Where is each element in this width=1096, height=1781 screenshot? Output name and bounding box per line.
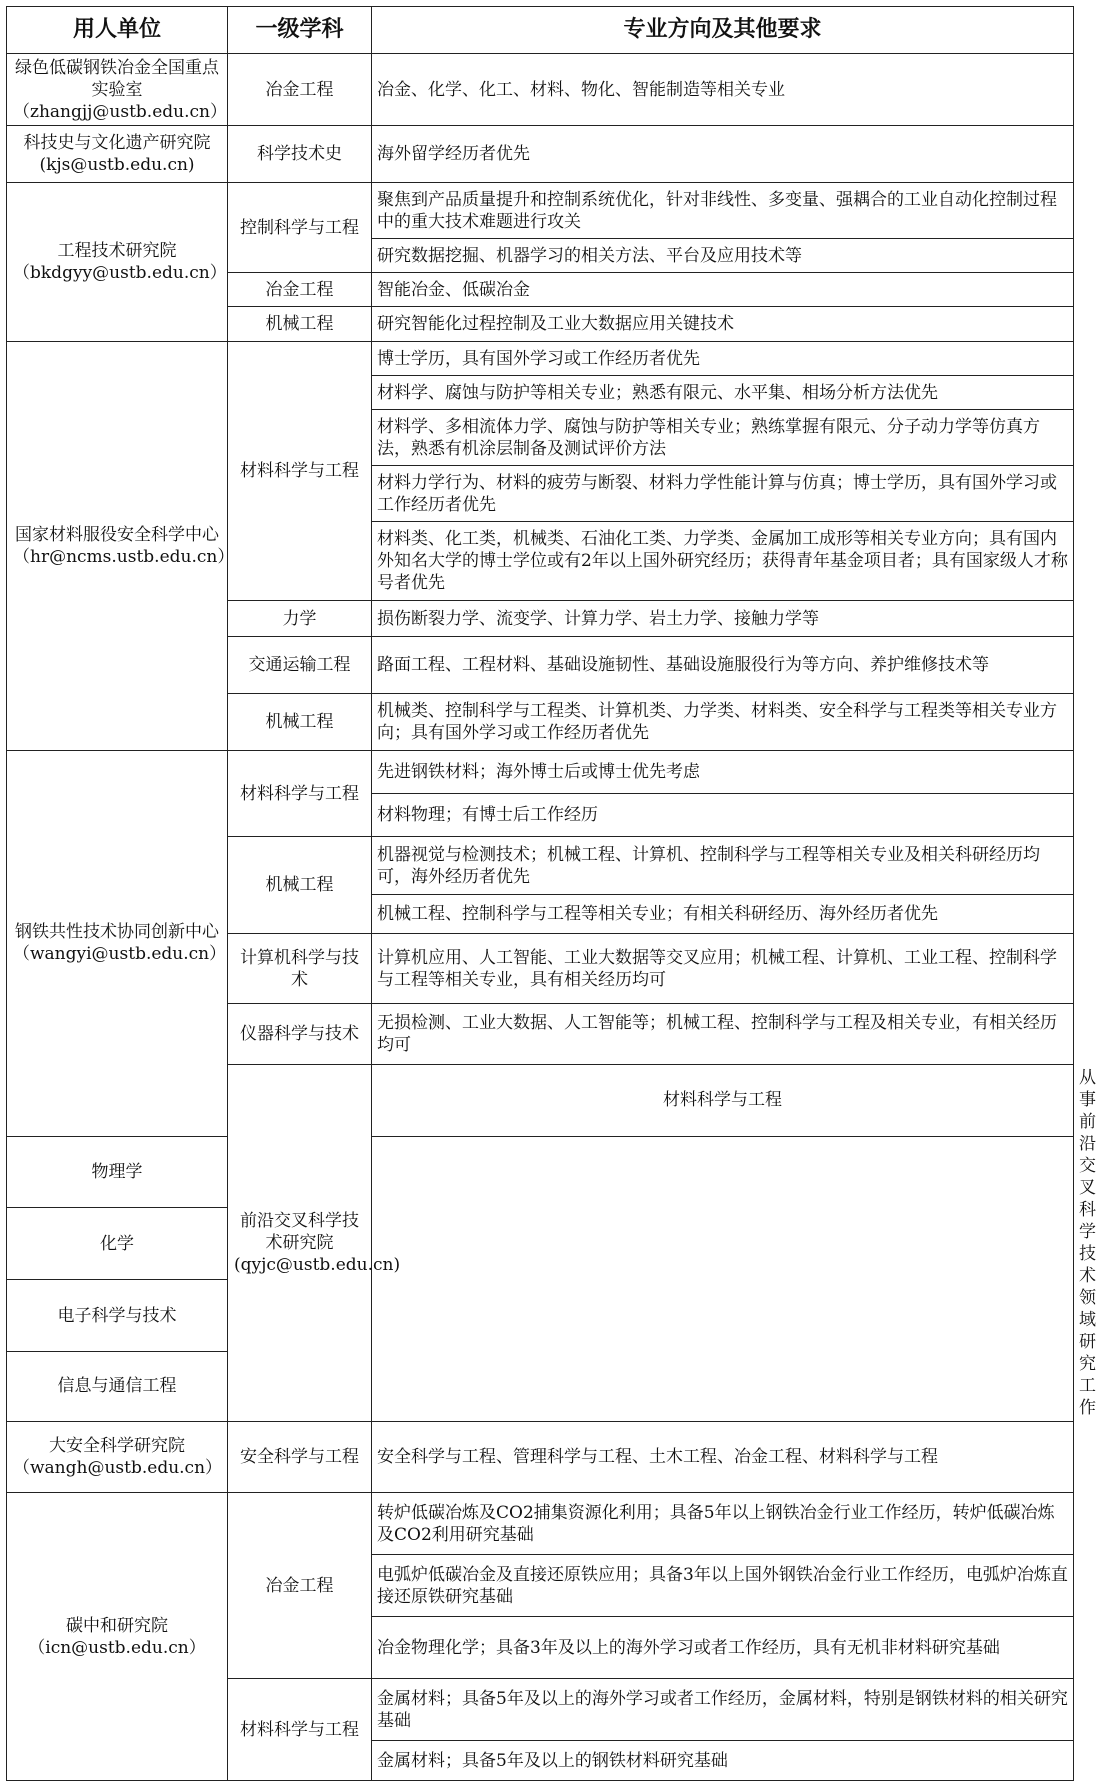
requirement-cell: 研究智能化过程控制及工业大数据应用关键技术 xyxy=(372,307,1074,342)
requirement-cell: 材料学、多相流体力学、腐蚀与防护等相关专业；熟练掌握有限元、分子动力学等仿真方法，熟悉有机涂层制备及测试评价方法 xyxy=(372,410,1074,466)
requirement-cell: 冶金、化学、化工、材料、物化、智能制造等相关专业 xyxy=(372,54,1074,126)
requirement-cell: 机器视觉与检测技术；机械工程、计算机、控制科学与工程等相关专业及相关科研经历均可，海外经历者优先 xyxy=(372,837,1074,895)
unit-email: (qyjc@ustb.edu.cn) xyxy=(234,1255,401,1275)
unit-cell xyxy=(7,54,228,126)
unit-cell xyxy=(7,183,228,342)
requirement-cell: 冶金物理化学；具备3年及以上的海外学习或者工作经历，具有无机非材料研究基础 xyxy=(372,1617,1074,1679)
requirement-cell: 博士学历，具有国外学习或工作经历者优先 xyxy=(372,342,1074,376)
header-unit: 用人单位 xyxy=(7,7,228,54)
discipline-cell: 材料科学与工程 xyxy=(228,342,372,601)
unit-name: 工程技术研究院 xyxy=(57,241,177,261)
discipline-cell: 冶金工程 xyxy=(228,1493,372,1679)
requirement-cell: 材料类、化工类，机械类、石油化工类、力学类、金属加工成形等相关专业方向；具有国内外知名大学的博士学位或有2年以上国外研究经历；获得青年基金项目者；具有国家级人才称号者优先 xyxy=(372,522,1074,601)
discipline-cell: 仪器科学与技术 xyxy=(228,1004,372,1065)
requirement-cell: 机械工程、控制科学与工程等相关专业；有相关科研经历、海外经历者优先 xyxy=(372,895,1074,934)
discipline-cell: 信息与通信工程 xyxy=(7,1351,228,1421)
requirement-cell: 海外留学经历者优先 xyxy=(372,126,1074,183)
unit-email: (kjs@ustb.edu.cn) xyxy=(39,155,195,175)
unit-cell xyxy=(7,751,228,1137)
table-row xyxy=(7,1280,1074,1352)
discipline-cell: 控制科学与工程 xyxy=(228,183,372,273)
discipline-cell: 科学技术史 xyxy=(228,126,372,183)
requirement-cell: 机械类、控制科学与工程类、计算机类、力学类、材料类、安全科学与工程类等相关专业方向；具有国外学习或工作经历者优先 xyxy=(372,694,1074,751)
discipline-cell: 冶金工程 xyxy=(228,54,372,126)
unit-email: （wangyi@ustb.edu.cn） xyxy=(13,944,227,965)
unit-cell xyxy=(7,1493,228,1781)
requirement-cell: 电弧炉低碳冶金及直接还原铁应用；具备3年以上国外钢铁冶金行业工作经历，电弧炉冶炼直接还原铁研究基础 xyxy=(372,1555,1074,1617)
unit-name: 国家材料服役安全科学中心 xyxy=(15,525,219,545)
requirement-cell: 材料学、腐蚀与防护等相关专业；熟悉有限元、水平集、相场分析方法优先 xyxy=(372,376,1074,410)
header-requirement: 专业方向及其他要求 xyxy=(372,7,1074,54)
table-row xyxy=(7,1493,1074,1555)
discipline-cell: 机械工程 xyxy=(228,694,372,751)
requirement-cell: 先进钢铁材料；海外博士后或博士优先考虑 xyxy=(372,751,1074,794)
discipline-cell: 材料科学与工程 xyxy=(228,1679,372,1781)
unit-cell xyxy=(7,126,228,183)
unit-name: 前沿交叉科学技术研究院 xyxy=(240,1211,359,1253)
unit-email: （icn@ustb.edu.cn） xyxy=(28,1637,206,1658)
table-row xyxy=(7,1351,1074,1421)
table-row xyxy=(7,751,1074,794)
discipline-cell: 机械工程 xyxy=(228,837,372,934)
header-row xyxy=(7,7,1074,54)
discipline-cell: 化学 xyxy=(7,1208,228,1280)
table-row xyxy=(7,183,1074,239)
unit-name: 大安全科学研究院 xyxy=(49,1436,185,1456)
requirement-cell: 转炉低碳冶炼及CO2捕集资源化利用；具备5年以上钢铁冶金行业工作经历，转炉低碳冶炼及CO2利用研究基础 xyxy=(372,1493,1074,1555)
unit-cell xyxy=(7,1422,228,1493)
unit-cell xyxy=(7,342,235,751)
requirement-cell: 路面工程、工程材料、基础设施韧性、基础设施服役行为等方向、养护维修技术等 xyxy=(372,637,1074,694)
unit-email: （hr@ncms.ustb.edu.cn） xyxy=(13,547,235,567)
requirement-cell: 智能冶金、低碳冶金 xyxy=(372,273,1074,307)
discipline-cell: 计算机科学与技术 xyxy=(228,934,372,1004)
table-row xyxy=(7,342,1074,376)
discipline-cell: 机械工程 xyxy=(228,307,372,342)
discipline-cell: 物理学 xyxy=(7,1136,228,1208)
unit-email: （wangh@ustb.edu.cn） xyxy=(13,1458,223,1478)
header-discipline: 一级学科 xyxy=(228,7,372,54)
discipline-cell: 力学 xyxy=(228,601,372,637)
discipline-cell: 材料科学与工程 xyxy=(372,1065,1074,1137)
discipline-cell: 冶金工程 xyxy=(228,273,372,307)
requirement-cell: 损伤断裂力学、流变学、计算力学、岩土力学、接触力学等 xyxy=(372,601,1074,637)
table-row xyxy=(7,126,1074,183)
requirement-cell: 安全科学与工程、管理科学与工程、土木工程、冶金工程、材料科学与工程 xyxy=(372,1422,1074,1493)
unit-name: 钢铁共性技术协同创新中心 xyxy=(15,922,219,943)
discipline-cell: 安全科学与工程 xyxy=(228,1422,372,1493)
requirement-cell: 金属材料；具备5年及以上的海外学习或者工作经历，金属材料，特别是钢铁材料的相关研究基础 xyxy=(372,1679,1074,1741)
unit-cell xyxy=(228,1065,401,1422)
table-row xyxy=(7,1208,1074,1280)
requirement-cell: 金属材料；具备5年及以上的钢铁材料研究基础 xyxy=(372,1741,1074,1781)
discipline-cell: 电子科学与技术 xyxy=(7,1280,228,1352)
unit-email: （bkdgyy@ustb.edu.cn） xyxy=(13,263,227,283)
requirement-cell: 研究数据挖掘、机器学习的相关方法、平台及应用技术等 xyxy=(372,239,1074,273)
discipline-cell: 材料科学与工程 xyxy=(228,751,372,837)
unit-email: （zhangjj@ustb.edu.cn） xyxy=(13,101,227,122)
requirement-cell: 材料力学行为、材料的疲劳与断裂、材料力学性能计算与仿真；博士学历，具有国外学习或工作经历者优先 xyxy=(372,466,1074,522)
requirement-cell: 无损检测、工业大数据、人工智能等；机械工程、控制科学与工程及相关专业，有相关经历均可 xyxy=(372,1004,1074,1065)
recruitment-table xyxy=(6,6,1096,1781)
requirement-cell: 聚焦到产品质量提升和控制系统优化，针对非线性、多变量、强耦合的工业自动化控制过程中的重大技术难题进行攻关 xyxy=(372,183,1074,239)
table-row xyxy=(7,1422,1074,1493)
requirement-cell: 材料物理；有博士后工作经历 xyxy=(372,794,1074,837)
unit-name: 科技史与文化遗产研究院 xyxy=(23,133,211,153)
table-row xyxy=(7,1136,1074,1208)
table-row xyxy=(7,54,1074,126)
unit-name: 绿色低碳钢铁冶金全国重点实验室 xyxy=(15,57,219,100)
unit-name: 碳中和研究院 xyxy=(66,1615,168,1636)
table-row: 前沿交叉科学技术研究院 (qyjc@ustb.edu.cn) 材料科学与工程 从事前沿交叉科学技术领域研究工作 xyxy=(7,1065,1074,1137)
discipline-cell: 交通运输工程 xyxy=(228,637,372,694)
requirement-cell: 计算机应用、人工智能、工业大数据等交叉应用；机械工程、计算机、工业工程、控制科学与工程等相关专业，具有相关经历均可 xyxy=(372,934,1074,1004)
